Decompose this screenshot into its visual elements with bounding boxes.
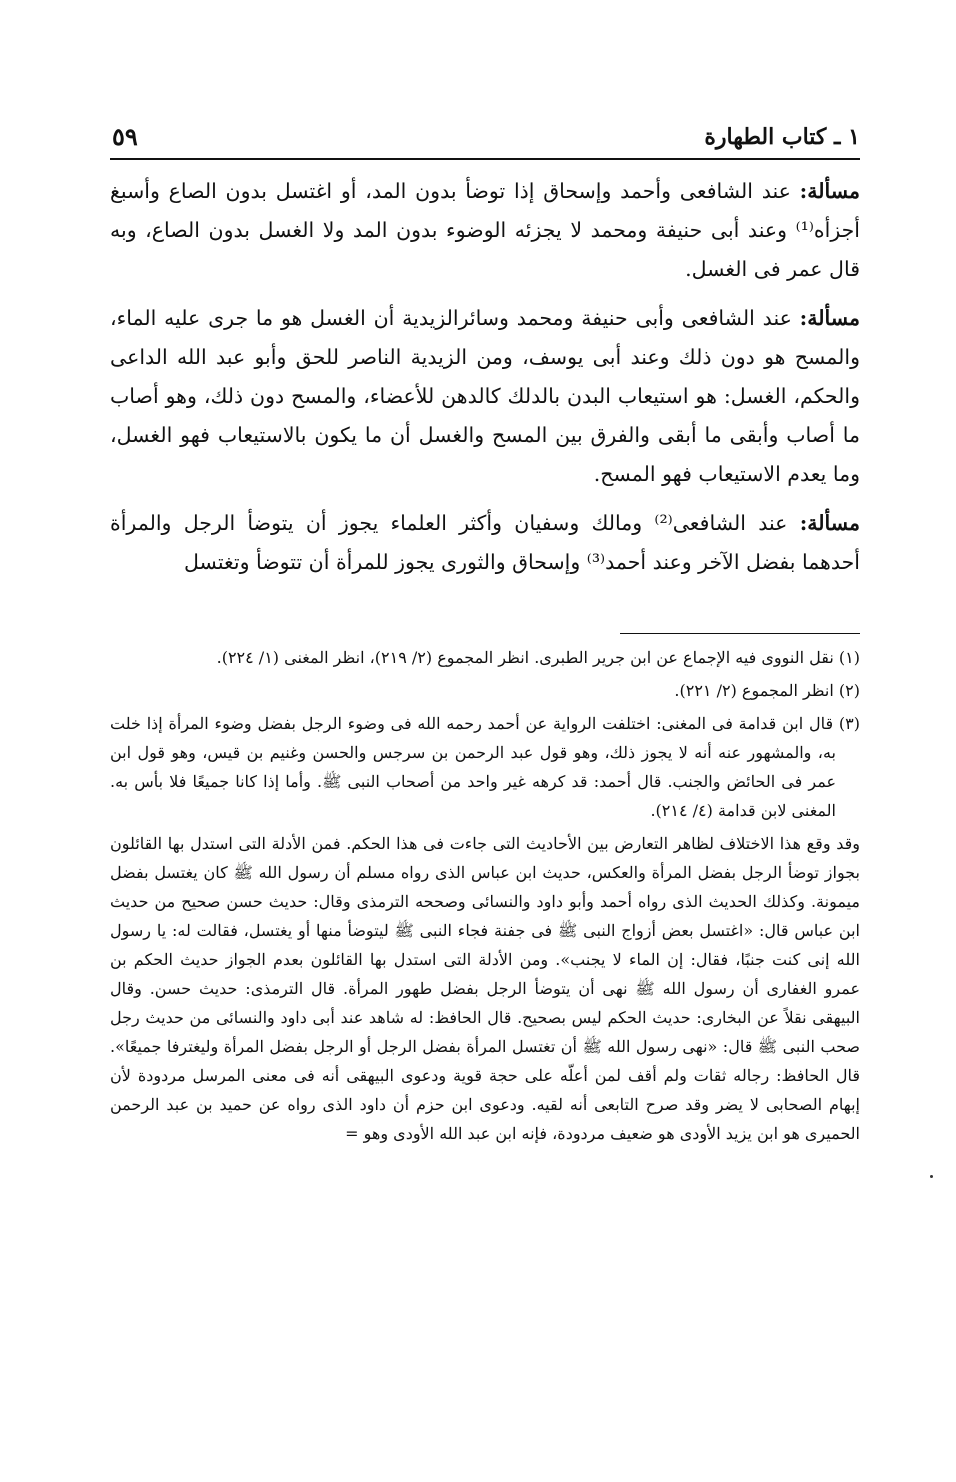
chapter-title: ١ ـ كتاب الطهارة — [704, 124, 860, 150]
page-number: ٥٩ — [112, 122, 138, 151]
footnote: (٢) انظر المجموع (٢/ ٢٢١). — [674, 681, 860, 700]
main-text — [110, 172, 860, 592]
book-page — [110, 0, 860, 1482]
paragraph-text: عند الشافعى وأحمد وإسحاق إذا توضأ بدون المد، أو اغتسل بدون الصاع وأسبغ أجزأه⁽¹⁾ وعند أبى حنيفة ومحمد لا يجزئه الوضوء بدون المد ولا الغسل بدون الصاع، وبه قال عمر فى الغسل. — [110, 179, 860, 281]
footnote: (٣) قال ابن قدامة فى المغنى: اختلفت الرواية عن أحمد رحمه الله فى وضوء الرجل بفضل وضوء المرأة إذا خلت به، والمشهور عنه أنه لا يجوز ذلك، وهو قول عبد الرحمن بن سرجس والحسن وغنيم بن قيس، وهو قول ابن عمر فى الحائض والجنب. قال أحمد: قد كرهه غير واحد من أصحاب النبى ﷺ. وأما إذا كانا جميعًا فلا بأس به. المغنى لابن قدامة (٤/ ٢١٤). — [110, 714, 860, 820]
paragraph-term: مسألة: — [799, 511, 861, 535]
footnote: (١) نقل النووى فيه الإجماع عن ابن جرير الطبرى. انظر المجموع (٢/ ٢١٩)، انظر المغنى (١/ ٢٢٤). — [216, 648, 860, 667]
footnotes — [110, 643, 860, 1148]
paragraph-term: مسألة: — [799, 306, 860, 330]
page-speck — [930, 1175, 933, 1178]
paragraph-text: عند الشافعى وأبى حنيفة ومحمد وسائرالزيدية أن الغسل هو ما جرى عليه الماء، والمسح هو دون ذلك وعند أبى يوسف، ومن الزيدية الناصر للحق وأبو عبد الله الداعى والحكم، الغسل: هو استيعاب البدن بالدلك كالدهن للأعضاء، والمسح دون ذلك، وهو أصاب ما أصاب وأبقى ما أبقى والفرق بين المسح والغسل أن ما يكون بالاستيعاب فهو الغسل، وما يعدم الاستيعاب فهو المسح. — [110, 306, 860, 486]
footnote-continuation: وقد وقع هذا الاختلاف لظاهر التعارض بين الأحاديث التى جاءت فى هذا الحكم. فمن الأدلة التى استدل بها القائلون بجواز توضأ الرجل بفضل المرأة والعكس، حديث ابن عباس الذى رواه مسلم أن رسول الله ﷺ كان يغتسل بفضل ميمونة. وكذلك الحديث الذى رواه أحمد وأبو داود والنسائى وصححه الترمذى وقال: حديث حسن صحيح من حديث ابن عباس قال: «اغتسل بعض أزواج النبى ﷺ فى جفنة فجاء النبى ﷺ ليتوضأ منها أو يغتسل، فقالت له: يا رسول الله إنى كنت جنبًا، فقال: إن الماء لا يجنب». ومن الأدلة التى استدل بها القائلون بعدم الجواز حديث الحكم بن عمرو الغفارى أن رسول الله ﷺ نهى أن يتوضأ الرجل بفضل طهور المرأة. قال الترمذى: حديث حسن. وقال البيهقى نقلاً عن البخارى: حديث الحكم ليس بصحيح. قال الحافظ: له شاهد عند أبى داود والنسائى من حديث رجل صحب النبى ﷺ قال: «نهى رسول الله ﷺ أن تغتسل المرأة بفضل الرجل أو الرجل بفضل المرأة وليغترفا جميعًا». قال الحافظ: رجاله ثقات ولم أقف لمن أعلّه على حجة قوية ودعوى البيهقى أنه فى معنى المرسل مردودة لأن إبهام الصحابى لا يضر وقد صرح التابعى أنه لقيه. ودعوى ابن حزم أن داود الذى رواه عن حميد بن عبد الرحمن الحميرى هو ابن يزيد الأودى هو ضعيف مردودة، فإنه ابن عبد الله الأودى وهو = — [110, 834, 860, 1143]
paragraph — [110, 299, 860, 494]
paragraph — [110, 172, 860, 289]
paragraph-text: عند الشافعى⁽²⁾ ومالك وسفيان وأكثر العلماء يجوز أن يتوضأ الرجل والمرأة أحدهما بفضل الآخر وعند أحمد⁽³⁾ وإسحاق والثورى يجوز للمرأة أن تتوضأ وتغتسل — [110, 511, 860, 574]
header-divider — [110, 158, 860, 160]
footnote-divider — [620, 633, 860, 634]
paragraph — [110, 504, 860, 582]
paragraph-term: مسألة: — [799, 179, 860, 203]
running-header — [110, 118, 860, 158]
